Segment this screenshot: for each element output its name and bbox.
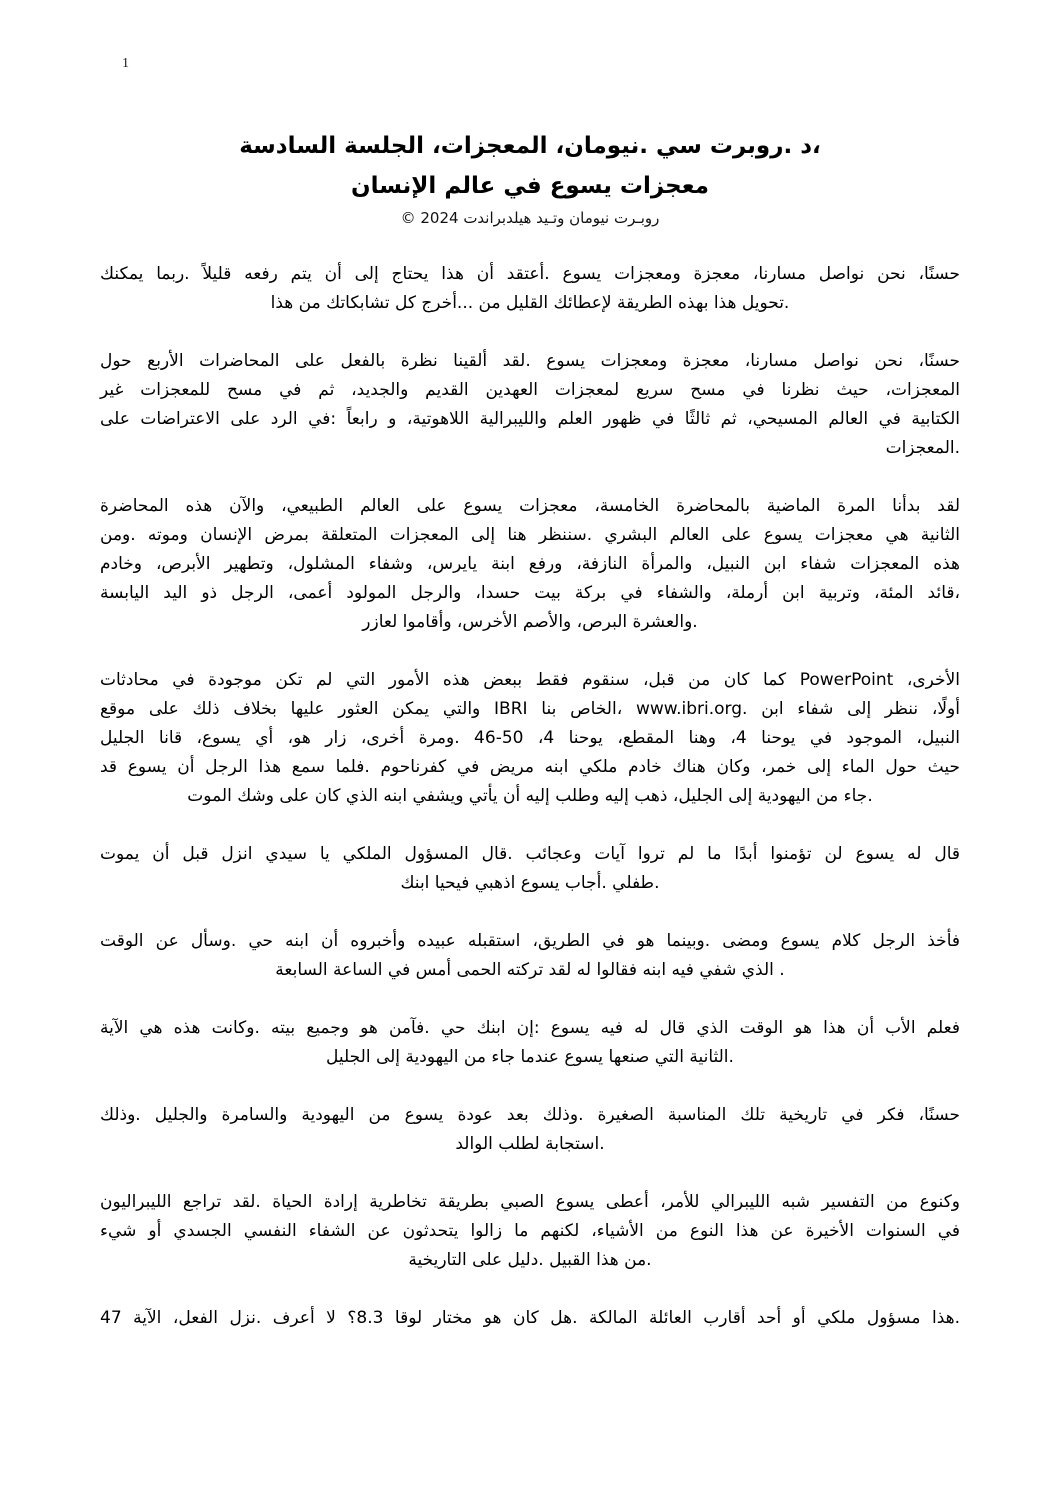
- paragraph-line: في السنوات الأخيرة عن هذا النوع من الأشياء، لكنهم ما زالوا يتحدثون عن الشفاء النفسي الجسدي أو شيء: [100, 1221, 960, 1241]
- paragraph-line: فعلم الأب أن هذا هو الوقت الذي قال له فيه يسوع :إن ابنك حي .فآمن هو وجميع بيته .وكانت هذه هي الآية: [100, 1018, 960, 1038]
- paragraph: [100, 1304, 960, 1333]
- paragraph-line: .المعجزات: [885, 438, 960, 458]
- paragraph-line: .طفلي .أجاب يسوع اذهبي فيحيا ابنك: [400, 873, 660, 893]
- paragraph: [100, 666, 960, 811]
- paragraph: [100, 1014, 960, 1072]
- paragraph-line: .من هذا القبيل .دليل على التاريخية: [408, 1250, 652, 1270]
- paragraph-line: .هذا مسؤول ملكي أو أحد أقارب العائلة المالكة .هل كان هو مختار لوقا 8.3؟ لا أعرف .نزل الفعل، الآية 47: [100, 1308, 960, 1328]
- paragraph-line: .تحويل هذا بهذه الطريقة لإعطائك القليل من ...أخرج كل تشابكاتك من هذا: [270, 293, 790, 313]
- paragraph-line: ،قائد المئة، وتربية ابن أرملة، والشفاء في بركة بيت حسدا، والرجل المولود أعمى، الرجل ذو اليد اليابسة: [100, 583, 960, 603]
- paragraph: [100, 492, 960, 637]
- paragraph-line: الكتابية في العالم المسيحي، ثم ثالثًا في ظهور العلم والليبرالية اللاهوتية، و رابعاً :في الرد على الاعتراضات على: [100, 409, 960, 429]
- paragraph: [100, 347, 960, 463]
- paragraph-line: قال له يسوع لن تؤمنوا أبدًا ما لم تروا آيات وعجائب .قال المسؤول الملكي يا سيدي انزل قبل أن يموت: [100, 844, 960, 864]
- paragraph-line: فأخذ الرجل كلام يسوع ومضى .وبينما هو في الطريق، استقبله عبيده وأخبروه أن ابنه حي .وسأل عن الوقت: [100, 931, 960, 951]
- paragraph: [100, 260, 960, 318]
- page-number: 1: [122, 56, 129, 71]
- paragraph-line: الثانية هي معجزات يسوع على العالم البشري .سننظر هنا إلى المعجزات المتعلقة بمرض الإنسان وموته .ومن: [100, 525, 960, 545]
- paragraph-line: .والعشرة البرص، والأصم الأخرس، وأقاموا لعازر: [362, 612, 698, 632]
- document-content: [100, 126, 960, 1333]
- paragraph: [100, 1101, 960, 1159]
- paragraph-line: المعجزات، حيث نظرنا في مسح سريع لمعجزات العهدين القديم والجديد، ثم في مسح للمعجزات غير: [100, 380, 960, 400]
- paragraph-line: .استجابة لطلب الوالد: [455, 1134, 605, 1154]
- paragraph-line: لقد بدأنا المرة الماضية بالمحاضرة الخامسة، معجزات يسوع على العالم الطبيعي، والآن هذه المحاضرة: [100, 496, 960, 516]
- copyright-line: روبـرت نيومان وتـيد هيلدبراندت 2024 ©: [400, 209, 660, 227]
- document-header: [100, 126, 960, 230]
- paragraph-line: حسنًا، نحن نواصل مسارنا، معجزة ومعجزات يسوع .لقد ألقينا نظرة بالفعل على المحاضرات الأربع حول: [100, 351, 960, 371]
- paragraph-line: حسنًا، نحن نواصل مسارنا، معجزة ومعجزات يسوع .أعتقد أن هذا يحتاج إلى أن يتم رفعه قليلاً .ربما يمكنك: [100, 264, 960, 284]
- paragraph-line: .جاء من اليهودية إلى الجليل، ذهب إليه وطلب إليه أن يأتي ويشفي ابنه الذي كان على وشك الموت: [187, 786, 873, 806]
- paragraph-line: هذه المعجزات شفاء ابن النبيل، والمرأة النازفة، ورفع ابنة يايرس، وشفاء المشلول، وتطهير الأبرص، وخادم: [100, 554, 960, 574]
- paragraph-line: .الثانية التي صنعها يسوع عندما جاء من اليهودية إلى الجليل: [326, 1047, 734, 1067]
- paragraph-line: حيث حول الماء إلى خمر، وكان هناك خادم ملكي ابنه مريض في كفرناحوم .فلما سمع هذا الرجل أن يسوع قد: [100, 757, 960, 777]
- paragraph: [100, 927, 960, 985]
- paragraph-line: الأخرى، PowerPoint كما كان من قبل، سنقوم فقط ببعض هذه الأمور التي لم تكن موجودة في محادثات: [100, 670, 960, 690]
- paragraph-line: النبيل، الموجود في يوحنا 4، وهنا المقطع، يوحنا 4، 50-46 .ومرة أخرى، زار هو، أي يسوع، قانا الجليل: [100, 728, 960, 748]
- paragraph: [100, 840, 960, 898]
- paragraph-line: حسنًا، فكر في تاريخية تلك المناسبة الصغيرة .وذلك بعد عودة يسوع من اليهودية والسامرة والجليل .وذلك: [100, 1105, 960, 1125]
- document-body: [100, 260, 960, 1333]
- document-title-line1: ،د .روبرت سي .نيومان، المعجزات، الجلسة السادسة: [239, 133, 821, 159]
- paragraph-line: وكنوع من التفسير شبه الليبرالي للأمر، أعطى يسوع الصبي بطريقة تخاطرية إرادة الحياة .لقد تراجع الليبراليون: [100, 1192, 960, 1212]
- document-title-line2: معجزات يسوع في عالم الإنسان: [351, 173, 709, 199]
- paragraph-line: أولًا، ننظر إلى شفاء ابن .www.ibri.org ،الخاص بنا IBRI والتي يمكن العثور عليها بخلاف ذلك على موقع: [100, 699, 960, 719]
- paragraph-line: . الذي شفي فيه ابنه فقالوا له لقد تركته الحمى أمس في الساعة السابعة: [275, 960, 785, 980]
- paragraph: [100, 1188, 960, 1275]
